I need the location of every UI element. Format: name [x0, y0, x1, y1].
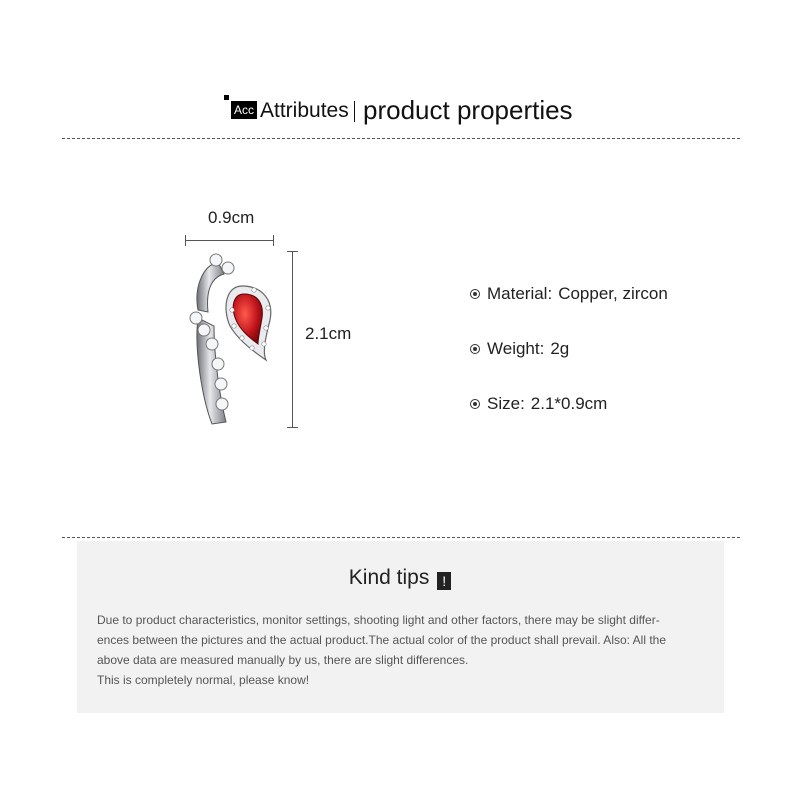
- tips-line: This is completely normal, please know!: [97, 673, 310, 687]
- spec-key: Material:: [487, 284, 553, 303]
- header-title-en: Attributes: [260, 99, 349, 122]
- spec-weight: [470, 339, 569, 359]
- spec-value: 2.1*0.9cm: [530, 394, 608, 413]
- kind-tips-title: [0, 566, 800, 590]
- spec-key: Weight:: [487, 339, 545, 358]
- bullet-icon: [470, 289, 480, 299]
- height-dimension-cap-bottom: [287, 427, 298, 428]
- height-dimension-line: [292, 251, 293, 427]
- width-dimension-label: 0.9cm: [208, 208, 255, 227]
- spec-value: Copper, zircon: [558, 284, 668, 303]
- spec-size: [470, 394, 607, 414]
- spec-key: Size:: [487, 394, 525, 413]
- header-separator: [354, 101, 355, 122]
- kind-tips-title-text: Kind tips: [348, 566, 430, 589]
- page-title: product properties: [363, 95, 573, 125]
- height-dimension-label: 2.1cm: [305, 324, 352, 343]
- height-dimension-cap-top: [287, 251, 298, 252]
- tips-line: above data are measured manually by us, there are slight differences.: [97, 653, 469, 667]
- tips-line: Due to product characteristics, monitor settings, shooting light and other factors, there may be slight differ-: [97, 613, 660, 627]
- header-dot: [224, 95, 229, 100]
- alert-icon: !: [437, 572, 451, 590]
- ring-product-image: [180, 248, 280, 430]
- header-badge: Acc: [231, 101, 257, 119]
- divider-middle: [62, 537, 740, 538]
- bullet-icon: [470, 399, 480, 409]
- divider-top: [62, 138, 740, 139]
- width-dimension-cap-right: [273, 235, 274, 246]
- spec-value: 2g: [550, 339, 570, 358]
- spec-material: [470, 284, 668, 304]
- kind-tips-text: [97, 610, 709, 690]
- width-dimension-cap-left: [185, 235, 186, 246]
- tips-line: ences between the pictures and the actual product.The actual color of the product shall prevail. Also: All the: [97, 633, 667, 647]
- width-dimension-line: [186, 240, 274, 241]
- bullet-icon: [470, 344, 480, 354]
